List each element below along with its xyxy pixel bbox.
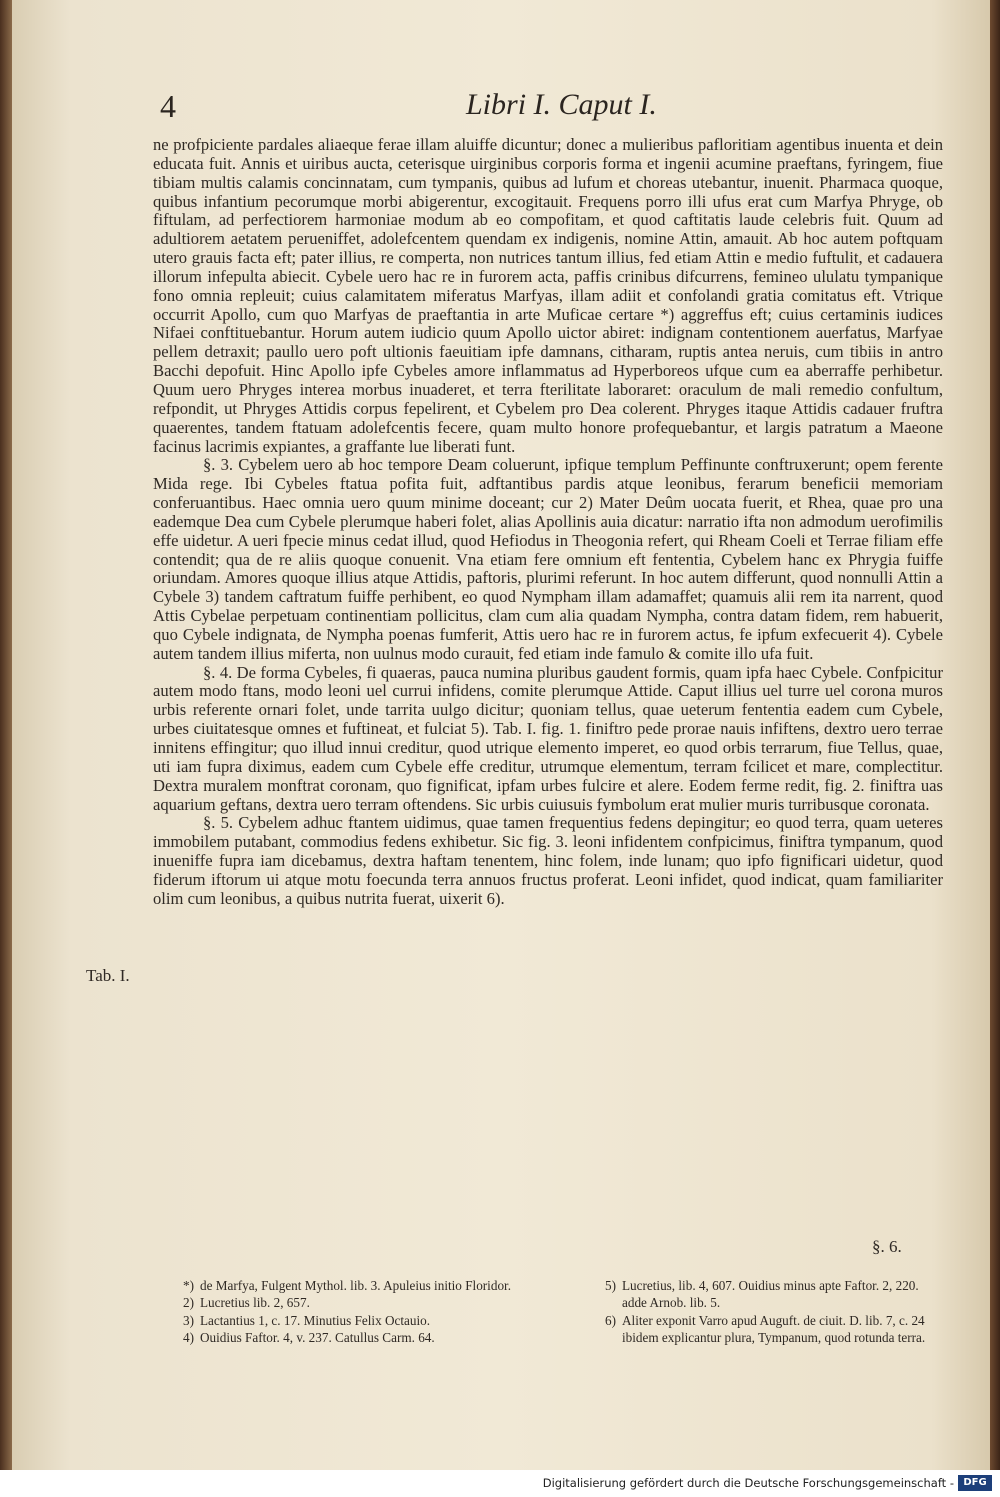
footnote-text: Aliter exponit Varro apud Auguft. de ciuit. D. lib. 7, c. 24 ibidem explicantur plura, Tympanum, quod rotunda terra. [622,1312,926,1345]
footnote-text: Lucretius lib. 2, 657. [200,1295,310,1311]
footnote [582,1312,942,1347]
digitization-credit: Digitalisierung gefördert durch die Deutsche Forschungsgemeinschaft - [542,1476,954,1490]
footnote-mark: 2) [183,1295,194,1311]
footnote [160,1277,520,1294]
paragraph-section-4: §. 4. De forma Cybeles, fi quaeras, pauca numina pluribus gaudent formis, quam ipfa haec Cybele. Confpicitur autem modo ftans, modo leoni uel currui infidens, comite plerumque Attide. Caput illius uel turre uel corona muros urbis referente ornari folet, unde tarrita uulgo dicitur; quoniam tellus, quae ueterum fententia eadem cum Cybele, urbes ciuitatesque omnes et fuftineat, et fulciat 5). Tab. I. fig. 1. finiftro pede prorae nauis infiftens, dextro uero terrae innitens effingitur; quo illud innui creditur, quod utrique elemento imperet, eo quod orbis terrarum, fiue Tellus, quae, uti iam fupra diximus, eadem cum Cybele effe creditur, utrumque elementum, terram fcilicet et mare, complectitur. Dextra muralem monftrat coronam, quo fignificat, ipfam urbes fulcire et alere. Eodem ferme redit, fig. 2. finiftra uas aquarium geftans, dextra uero terram oftendens. Sic urbis cuiusuis fymbolum erat mulier muris turribusque coronata. [153,662,943,814]
footnote [160,1329,520,1346]
footnote-text: Ouidius Faftor. 4, v. 237. Catullus Carm. 64. [200,1329,435,1345]
footnote-mark: 3) [183,1312,194,1328]
footnote-mark: *) [183,1278,194,1293]
footnote [160,1312,520,1329]
footnote-mark: 4) [183,1329,194,1345]
footnote-mark: 5) [605,1278,616,1293]
footnote-text: Lucretius, lib. 4, 607. Ouidius minus apte Faftor. 2, 220. adde Arnob. lib. 5. [622,1278,919,1311]
footnotes-left-column [160,1277,520,1346]
footnote [582,1277,942,1312]
book-spine-left [0,0,12,1470]
footnote [160,1294,520,1311]
page-number: 4 [160,88,176,124]
footnotes-right-column [582,1277,942,1346]
catchword: §. 6. [872,1237,902,1256]
paragraph-1: ne profpiciente pardales aliaeque ferae illam aluiffe dicuntur; donec a mulieribus pafloritiam agentibus inuenta et dein educata fuit. Annis et uiribus aucta, ceterisque uirginibus corporis forma et ingenii acumine praeftans, fyringem, fiue tibiam multis calamis concinnatam, cum tympanis, quibus ad lufum et choreas utebantur, inuenit. Pharmaca quoque, quibus infantium pecorumque morbi abigerentur, excogitauit. Frequens porro illi ufus erat cum Marfya Phryge, ob fiftulam, ad perfectiorem harmoniae modum ab eo compofitam, et quod caftitatis laude celebris fuit. Quum ad adultiorem aetatem perueniffet, adolefcentem quendam ex indigenis, nomine Attin, amauit. Ab hoc autem poftquam utero grauis facta eft; pater illius, re comperta, non nutrices tantum illius, fed etiam Attin e medio fuftulit, et cadauera illorum infepulta abiecit. Cybele uero hac re in furorem acta, paffis crinibus difcurrens, femineo ululatu tympanique fono omnia repleuit; cuius calamitatem miferatus Marfyas, illam adiit et confolandi gratia comitatus eft. Vtrique occurrit Apollo, cum quo Marfyas de praeftantia in arte Muficae certare *) aggreffus eft; cuius certaminis iudices Nifaei conftituebantur. Horum autem iudicio quum Apollo uictor abiret: indignam contentionem auerfatus, Marfyae pellem detraxit; paullo uero poft ultionis faeuitiam ipfe damnans, citharam, ruptis antea neruis, cum tibiis in antro Bacchi depofuit. Hinc Apollo ipfe Cybeles amore inflammatus ad Hyperboreos ufque cum ea aberraffe perhibetur. Quum uero Phryges interea morbus inuaderet, et terra fterilitate laboraret: oraculum de mali remedio confultum, refpondit, ut Phryges Attidis corpus fepelirent, et Cybelem pro Dea colerent. Phryges itaque Attidis cadauer fruftra quaerentes, tandem ftatuam adolefcentis fecere, quam multo honore profequebantur, et largis patratum a Maeone facinus lacrimis expiantes, a graffante lue liberati funt. [153,135,943,456]
margin-note-table-ref: Tab. I. [86,966,130,985]
book-edge-right [990,0,1000,1470]
main-text [153,136,943,909]
paragraph-section-3: §. 3. Cybelem uero ab hoc tempore Deam coluerunt, ipfique templum Peffinunte conftruxerunt; opem ferente Mida rege. Ibi Cybeles ftatua pofita fuit, adftantibus pardis atque leonibus, ferarum beneficii memoriam conferuantibus. Haec omnia uero quum minime doceant; cur 2) Mater Deûm uocata fuerit, et Rhea, quae pro una eademque Dea cum Cybele plerumque haberi folet, alias Apollinis auia dicatur: narratio ifta non admodum uerofimilis effe uidetur. A ueri fpecie minus cedat illud, quod Hefiodus in Theogonia refert, qui Rheam Coeli et Terrae filiam effe contendit; qua de re aliis quoque conuenit. Vna etiam fere omnium eft fententia, Cybelem hanc ex Phrygia fuiffe oriundam. Amores quoque illius atque Attidis, paftoris, plurimi referunt. In hoc autem differunt, quod nonnulli Attin a Cybele 3) tandem caftratum fuiffe perhibent, eo quod Nympham illam adamaffet; quamuis alii rem ita narrent, quod Attis Cybelae perpetuam continentiam pollicitus, clam cum alia quadam Nympha, contra datam fidem, rem habuerit, quo Cybele indignata, de Nympha poenas fumferit, Attis uero hac re in furorem actus, fe ipfum exfecuerit 4). Cybele autem tandem illius miferta, non uulnus modo curauit, fed etiam inde famulo & comite illo ufa fuit. [153,455,943,663]
footnote-mark: 6) [605,1312,616,1328]
footnote-text: Lactantius 1, c. 17. Minutius Felix Octauio. [200,1312,431,1328]
dfg-logo: DFG [958,1475,992,1491]
footnote-text: de Marfya, Fulgent Mythol. lib. 3. Apuleius initio Floridor. [200,1278,511,1293]
running-title: Libri I. Caput I. [466,88,657,121]
paragraph-section-5: §. 5. Cybelem adhuc ftantem uidimus, quae tamen frequentius fedens depingitur; eo quod terra, quam ueteres immobilem putabant, commodius fedens exhibetur. Sic fig. 3. leoni infidentem confpicimus, finiftra tympanum, quod inueniffe fupra iam dicebamus, dextra haftam tenentem, hinc folem, inde lunam; quo ipfo fignificari uidetur, quod fiderum iftorum ui atque motu foecunda terra annuos fructus proferat. Leoni infidet, quod indicat, quam familiariter olim cum leonibus, a quibus nutrita fuerat, uixerit 6). [153,813,943,908]
